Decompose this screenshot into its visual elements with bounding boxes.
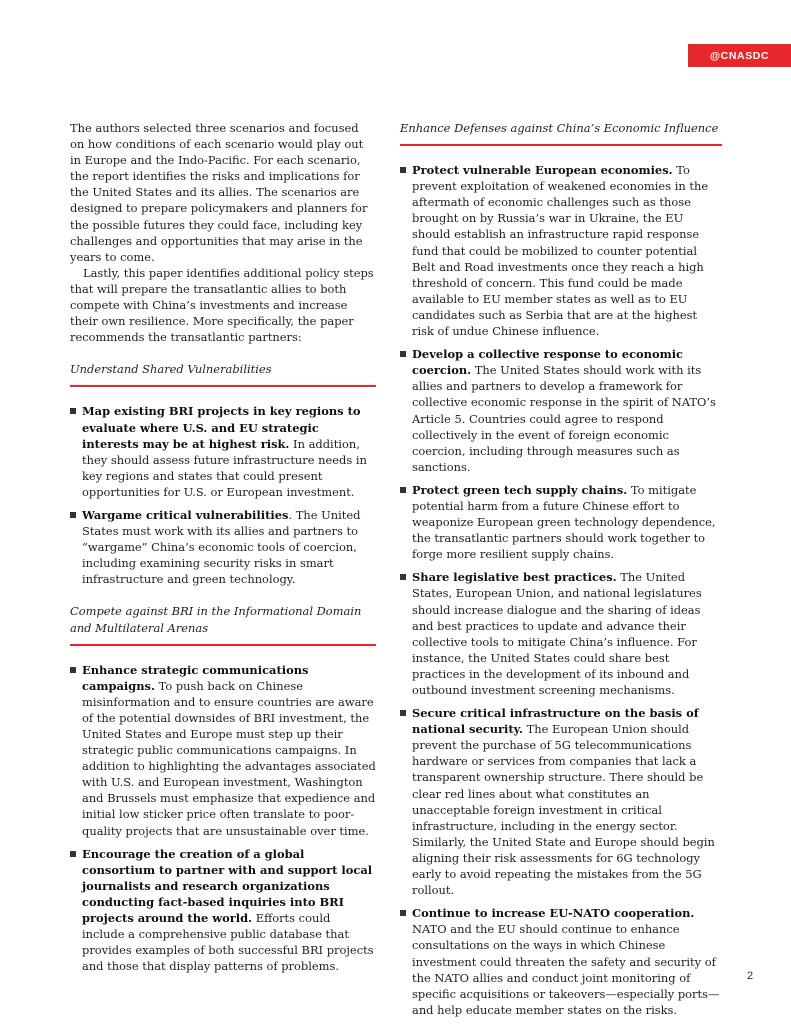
list-item [400,482,722,562]
recommendation-title: Wargame critical vulnerabilities [82,507,289,522]
recommendation-text: NATO and the EU should continue to enhance consultations on the ways in which Chinese investment could threaten the safety and security of the NATO allies and conduct joint monitoring of specific acquisitions or takeovers—especially ports—and help educate member states on the risks. [412,922,720,1017]
right-column [400,120,722,1025]
recommendation-text: The European Union should prevent the purchase of 5G telecommunications hardware or services from companies that lack a transparent ownership structure. There should be clear red lines about what constitutes an unacceptable foreign investment in critical infrastructure, including in the energy sector. Similarly, the United State and Europe should begin aligning their risk assessments for 6G technology early to avoid repeating the mistakes from the 5G rollout. [412,722,715,898]
recommendation-text: To push back on Chinese misinformation and to ensure countries are aware of the potential downsides of BRI investment, the United States and Europe must step up their strategic public communications campaigns. In addition to highlighting the advantages associated with U.S. and European investment, Washington and Brussels must emphasize that expedience and initial low sticker price often translate to poor-quality projects that are unsustainable over time. [82,678,376,838]
list-item [70,403,376,500]
recommendation-title: Protect vulnerable European economies. [412,163,673,178]
list-item [70,507,376,587]
left-column [70,120,376,981]
page-number: 2 [747,970,754,982]
recommendation-text: The United States, European Union, and national legislatures should increase dialogue and the sharing of ideas and best practices to update and advance their collective tools to mitigate China’s influence. For instance, the United States could share best practices in the development of its inbound and outbound investment screening mechanisms. [412,570,702,697]
section-heading-economic-defenses: Enhance Defenses against China’s Economic Influence [400,120,722,146]
recommendation-text: In addition, they should assess future infrastructure needs in key regions and states that could present opportunities for U.S. or European investment. [82,436,367,499]
twitter-handle-tag: @CNASDC [688,44,791,67]
recommendation-text: Efforts could include a comprehensive public database that provides examples of both successful BRI projects and those that display patterns of problems. [82,911,374,974]
recommendation-list-economic-defenses [400,162,722,1018]
section-heading-vulnerabilities: Understand Shared Vulnerabilities [70,361,376,387]
recommendation-title: Map existing BRI projects in key regions to evaluate where U.S. and EU strategic interests may be at highest risk. [82,404,361,451]
list-item [400,705,722,898]
recommendation-text: The United States should work with its allies and partners to develop a framework for collective economic response in the spirit of NATO’s Article 5. Countries could agree to respond collectively in the event of foreign economic coercion, including through measures such as sanctions. [412,363,716,474]
recommendation-title: Encourage the creation of a global consortium to partner with and support local journalists and research organizations conducting fact-based inquiries into BRI projects around the world. [82,846,373,926]
recommendation-text: To prevent exploitation of weakened economies in the aftermath of economic challenges such as those brought on by Russia’s war in Ukraine, the EU should establish an infrastructure rapid response fund that could be mobilized to counter potential Belt and Road investments once they reach a high threshold of concern. This fund could be made available to EU member states as well as to EU candidates such as Serbia that are at the highest risk of undue Chinese influence. [412,163,709,339]
intro-paragraph-2: Lastly, this paper identifies additional policy steps that will prepare the transatlantic allies to both compete with China’s investments and increase their own resilience. More specifically, the paper recommends the transatlantic partners: [70,265,374,345]
list-item [400,569,722,698]
list-item [400,346,722,475]
recommendation-title: Continue to increase EU-NATO cooperation. [412,906,695,921]
recommendation-title: Protect green tech supply chains. [412,482,628,497]
section-heading-compete-bri: Compete against BRI in the Informational Domain and Multilateral Arenas [70,603,376,645]
recommendation-list-compete-bri [70,662,376,975]
recommendation-title: Enhance strategic communications campaigns. [82,662,309,693]
intro-paragraph-1: The authors selected three scenarios and focused on how conditions of each scenario would play out in Europe and the Indo-Pacific. For each scenario, the report identifies the risks and implications for the United States and its allies. The scenarios are designed to prepare policymakers and planners for the possible futures they could face, including key challenges and opportunities that may arise in the years to come. [70,121,368,264]
recommendation-list-vulnerabilities [70,403,376,587]
recommendation-title: Share legislative best practices. [412,570,617,585]
recommendation-text: . The United States must work with its allies and partners to “wargame” China’s economic tools of coercion, including examining security risks in smart infrastructure and green technology. [82,507,361,587]
list-item [70,662,376,839]
list-item [70,846,376,975]
list-item [400,162,722,339]
list-item [400,905,722,1018]
recommendation-text: To mitigate potential harm from a future Chinese effort to weaponize European green technology dependence, the transatlantic partners should work together to forge more resilient supply chains. [412,482,716,562]
recommendation-title: Develop a collective response to economic coercion. [412,347,684,378]
recommendation-title: Secure critical infrastructure on the basis of national security. [412,706,699,737]
